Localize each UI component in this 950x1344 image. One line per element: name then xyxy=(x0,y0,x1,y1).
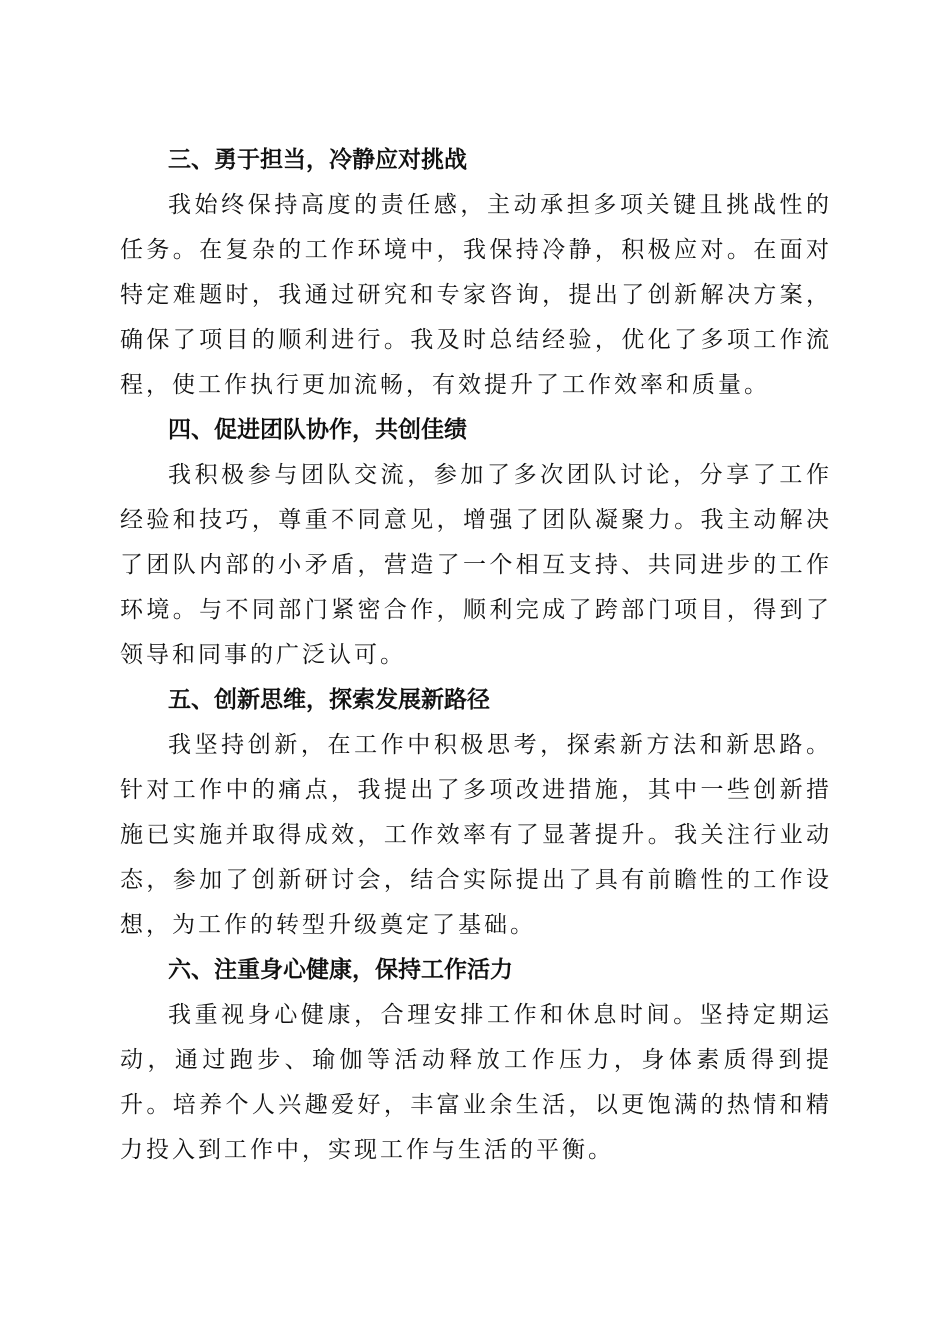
section-teamwork xyxy=(120,408,832,678)
section-paragraph: 我坚持创新，在工作中积极思考，探索新方法和新思路。针对工作中的痛点，我提出了多项改进措施，其中一些创新措施已实施并取得成效，工作效率有了显著提升。我关注行业动态，参加了创新研讨会，结合实际提出了具有前瞻性的工作设想，为工作的转型升级奠定了基础。 xyxy=(120,732,832,938)
section-responsibility xyxy=(120,138,832,408)
section-health xyxy=(120,948,832,1173)
section-heading: 四、促进团队协作，共创佳绩 xyxy=(168,417,467,443)
section-paragraph: 我积极参与团队交流，参加了多次团队讨论，分享了工作经验和技巧，尊重不同意见，增强了团队凝聚力。我主动解决了团队内部的小矛盾，营造了一个相互支持、共同进步的工作环境。与不同部门紧密合作，顺利完成了跨部门项目，得到了领导和同事的广泛认可。 xyxy=(120,462,832,668)
section-innovation xyxy=(120,678,832,948)
section-heading: 三、勇于担当，冷静应对挑战 xyxy=(168,147,467,173)
section-heading: 五、创新思维，探索发展新路径 xyxy=(168,687,490,713)
section-heading: 六、注重身心健康，保持工作活力 xyxy=(168,957,513,983)
document-body xyxy=(120,138,832,1173)
section-paragraph: 我始终保持高度的责任感，主动承担多项关键且挑战性的任务。在复杂的工作环境中，我保持冷静，积极应对。在面对特定难题时，我通过研究和专家咨询，提出了创新解决方案，确保了项目的顺利进行。我及时总结经验，优化了多项工作流程，使工作执行更加流畅，有效提升了工作效率和质量。 xyxy=(120,192,832,398)
section-paragraph: 我重视身心健康，合理安排工作和休息时间。坚持定期运动，通过跑步、瑜伽等活动释放工作压力，身体素质得到提升。培养个人兴趣爱好，丰富业余生活，以更饱满的热情和精力投入到工作中，实现工作与生活的平衡。 xyxy=(120,1002,832,1163)
